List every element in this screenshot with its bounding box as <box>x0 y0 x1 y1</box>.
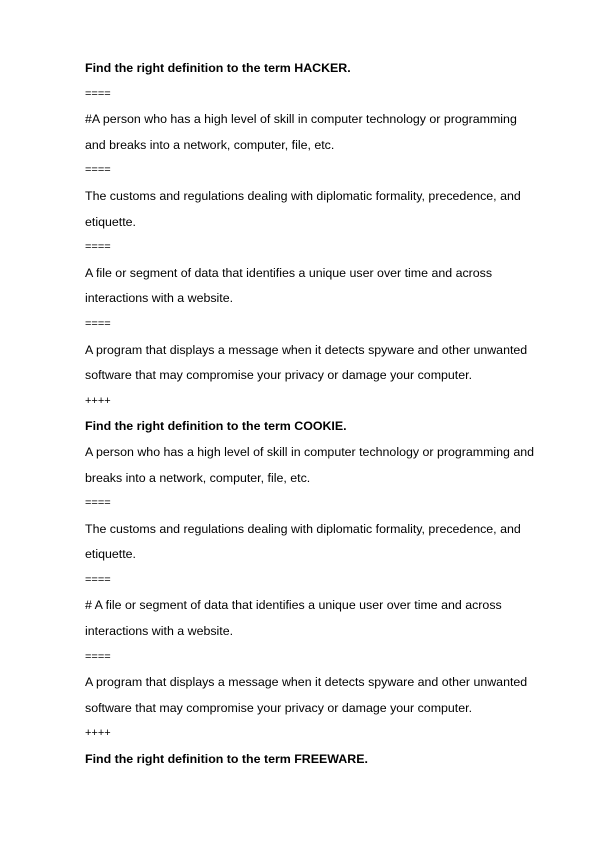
separator-line: ==== <box>85 164 111 177</box>
text-line: A file or segment of data that identifies a unique user over time and across <box>85 265 493 280</box>
text-line: breaks into a network, computer, file, etc. <box>85 470 311 485</box>
text-line: interactions with a website. <box>85 624 234 639</box>
separator-line: ==== <box>85 241 111 254</box>
text-line: interactions with a website. <box>85 291 234 306</box>
text-line: A program that displays a message when it detects spyware and other unwanted <box>85 675 528 690</box>
question-heading: Find the right definition to the term HACKER. <box>85 61 351 75</box>
separator-line: ==== <box>85 317 111 330</box>
separator-line: ==== <box>85 497 111 510</box>
text-line: software that may compromise your privacy or damage your computer. <box>85 700 473 715</box>
text-line: A program that displays a message when it detects spyware and other unwanted <box>85 342 528 357</box>
separator-line: ==== <box>85 573 111 586</box>
separator-line: ==== <box>85 650 111 663</box>
question-heading: Find the right definition to the term FREEWARE. <box>85 752 368 767</box>
separator-line: ==== <box>85 87 111 100</box>
text-line: #A person who has a high level of skill in computer technology or programming <box>85 112 517 127</box>
document-body <box>85 56 560 773</box>
text-line: A person who has a high level of skill in computer technology or programming and <box>85 444 535 459</box>
question-heading: Find the right definition to the term COOKIE. <box>85 419 347 434</box>
text-line: # A file or segment of data that identifies a unique user over time and across <box>85 598 502 613</box>
text-line: The customs and regulations dealing with diplomatic formality, precedence, and <box>85 188 521 203</box>
text-line: etiquette. <box>85 547 136 562</box>
text-line: software that may compromise your privacy or damage your computer. <box>85 368 473 383</box>
text-line: The customs and regulations dealing with diplomatic formality, precedence, and <box>85 521 521 536</box>
text-line: etiquette. <box>85 214 136 229</box>
separator-line: ++++ <box>85 394 111 407</box>
separator-line: ++++ <box>85 727 111 740</box>
text-line: and breaks into a network, computer, file, etc. <box>85 137 335 152</box>
